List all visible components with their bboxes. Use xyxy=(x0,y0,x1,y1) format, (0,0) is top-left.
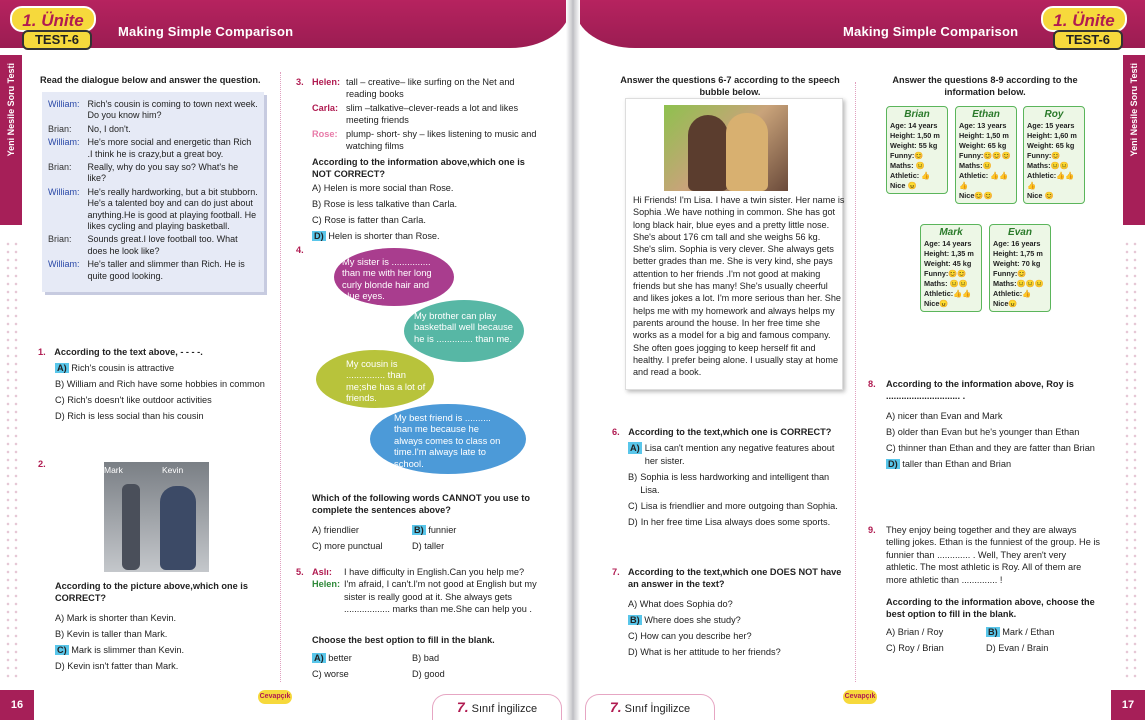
question-8-options xyxy=(886,408,1106,472)
card-line: Maths:😐 xyxy=(959,161,992,170)
option-d[interactable] xyxy=(886,456,1106,472)
option-letter: B) xyxy=(886,427,896,437)
option-text: taller than Ethan and Brian xyxy=(902,459,1012,469)
question-5-dialogue xyxy=(312,566,537,616)
option-text: William and Rich have some hobbies in common xyxy=(66,379,265,389)
question-2-number: 2. xyxy=(38,459,46,469)
option-b[interactable] xyxy=(412,650,439,666)
option-letter: B) xyxy=(55,629,65,639)
question-2-text: According to the picture above,which one is CORRECT? xyxy=(55,581,248,604)
option-text: Helen is more social than Rose. xyxy=(323,183,454,193)
option-text: older than Evan but he's younger than Ethan xyxy=(897,427,1080,437)
card-line: Athletic: 👍 xyxy=(890,171,931,180)
mark-label: Mark xyxy=(104,465,123,475)
dialogue-speaker: William: xyxy=(48,259,80,270)
question-number: 8. xyxy=(868,379,876,389)
card-line: Funny:😊😊😊 xyxy=(959,151,1011,160)
option-b[interactable] xyxy=(312,196,537,212)
right-side-tab xyxy=(1123,55,1145,225)
option-a[interactable] xyxy=(628,596,846,612)
speech-bubble-text: Hi Friends! I'm Lisa. I have a twin sister. Her name is Sophia .We have nothing in common. She has got long black hair, blue eyes and a pretty little nose. She's about 176 cm tall and she weighs 56 kg. She's slim. Sophia is very clever. She always gets better grades than me. She is very kind, she pays attention to her friends .I'm not good at making friends but she has many! She's usually cheerful and likes jokes a lot. I'm more serious than her. She helps me with my homework and always helps my parents around the house. In her free time she works as a model for a big and famous company. She often goes jogging to keep herself fit and healthy. I prefer being alone. I usually stay at home and read a book. xyxy=(633,195,845,378)
option-b[interactable] xyxy=(55,376,275,392)
option-letter: A) xyxy=(886,627,896,637)
option-letter: D) xyxy=(55,411,65,421)
option-letter: D) xyxy=(986,643,996,653)
column-divider xyxy=(280,72,281,682)
card-line: Athletic:👍👍👍 xyxy=(1027,171,1075,190)
card-line: Maths: 😐 xyxy=(890,161,925,170)
card-line: Maths:😐😐😐 xyxy=(993,279,1044,288)
option-text: What does Sophia do? xyxy=(639,599,733,609)
option-text: What is her attitude to her friends? xyxy=(640,647,781,657)
test-label: TEST-6 xyxy=(22,30,92,50)
bubble-instruction: Answer the questions 6-7 according to the speech bubble below. xyxy=(620,75,840,98)
twins-photo xyxy=(664,105,788,191)
dialogue-text: Sounds great.I love football too. What does he look like? xyxy=(87,234,238,256)
option-text: worse xyxy=(324,669,349,679)
question-3-options xyxy=(312,180,537,244)
options-row xyxy=(886,624,1102,640)
kevin-label: Kevin xyxy=(162,465,184,475)
card-name: Evan xyxy=(1008,227,1032,238)
question-9 xyxy=(868,524,1100,586)
option-letter: C) xyxy=(312,541,322,551)
dialogue-line xyxy=(46,186,260,234)
page-number: 17 xyxy=(1111,690,1145,720)
lisa-figure xyxy=(726,113,768,191)
test-label: TEST-6 xyxy=(1053,30,1123,50)
option-text: Lisa is friendlier and more outgoing than Sophia. xyxy=(640,501,838,511)
course-name: Sınıf İngilizce xyxy=(471,703,538,715)
question-1-options xyxy=(55,360,275,424)
left-side-tab xyxy=(0,55,22,225)
page-number: 16 xyxy=(0,690,34,720)
card-line: Weight: 45 kg xyxy=(924,259,972,268)
card-brian xyxy=(886,106,948,194)
question-stem: They enjoy being together and they are always telling jokes. Ethan is the funniest of the group. He is funnier than ............. . Well, They aren't very athletic. The most athletic is Roy. All of them are more athletic than .............. ! xyxy=(886,525,1100,585)
card-ethan xyxy=(955,106,1017,204)
card-line: Nice 😠 xyxy=(890,181,917,190)
dialogue-line xyxy=(46,233,260,258)
question-text: According to the text above, - - - -. xyxy=(54,347,203,357)
option-text: Rose is less talkative than Carla. xyxy=(323,199,458,209)
card-line: Funny:😊 xyxy=(1027,151,1061,160)
option-letter: D) xyxy=(314,231,324,241)
option-letter: B) xyxy=(628,472,638,482)
option-text: Rich's doesn't like outdoor activities xyxy=(67,395,212,405)
dialogue-speaker: William: xyxy=(48,186,80,197)
person-desc: plump- short- shy – likes listening to music and watching films xyxy=(346,128,537,152)
dialogue-line xyxy=(46,136,260,161)
option-d[interactable] xyxy=(55,408,275,424)
option-a[interactable] xyxy=(312,522,412,538)
question-number: 7. xyxy=(612,567,620,577)
question-8 xyxy=(868,378,1100,403)
person-rose xyxy=(312,128,537,153)
card-line: Weight: 65 kg xyxy=(1027,141,1075,150)
cards-instruction: Answer the questions 8-9 according to the information below. xyxy=(892,75,1078,98)
option-text: thinner than Ethan and they are fatter than Brian xyxy=(898,443,1095,453)
option-letter: A) xyxy=(312,183,322,193)
card-line: Funny:😊😊 xyxy=(924,269,967,278)
option-text: Rich is less social than his cousin xyxy=(67,411,204,421)
question-9-text: According to the information above, choose the best option to fill in the blank. xyxy=(886,597,1095,620)
dialogue-text: He's taller and slimmer than Rich. He is quite good looking. xyxy=(87,259,245,281)
card-line: Athletic:👍 xyxy=(993,289,1032,298)
dialogue-text: No, I don't. xyxy=(87,123,131,134)
option-d[interactable] xyxy=(986,640,1048,656)
card-line: Age: 16 years xyxy=(993,239,1041,248)
card-mark xyxy=(920,224,982,312)
card-line: Age: 15 years xyxy=(1027,121,1075,130)
card-line: Nice😊😊 xyxy=(959,191,993,200)
cloud-text: My cousin is ............... than me;she has a lot of friends. xyxy=(346,358,426,404)
left-page xyxy=(0,0,570,720)
person-desc: slim –talkative–clever-reads a lot and likes meeting friends xyxy=(346,102,519,126)
dialogue-speaker: Brian: xyxy=(48,234,72,245)
option-letter: D) xyxy=(55,661,65,671)
question-3-number: 3. xyxy=(296,77,304,87)
person-carla xyxy=(312,102,537,127)
option-text: taller xyxy=(424,541,445,551)
dialogue-text: Rich's cousin is coming to town next week. Do you know him? xyxy=(87,99,258,121)
person-name: Helen: xyxy=(312,77,341,87)
dialogue-line xyxy=(46,161,260,186)
card-line: Athletic: 👍👍👍 xyxy=(959,171,1009,190)
dialogue-line xyxy=(46,123,260,136)
grade-number: 7. xyxy=(456,699,469,715)
line-asli xyxy=(312,566,537,578)
card-line: Funny:😊 xyxy=(890,151,924,160)
option-c[interactable] xyxy=(312,666,412,682)
question-4-text: Which of the following words CANNOT you use to complete the sentences above? xyxy=(312,493,530,516)
cloud-brother xyxy=(404,300,524,362)
option-letter: B) xyxy=(312,199,322,209)
page-title: Making Simple Comparison xyxy=(843,24,1019,39)
card-name: Mark xyxy=(939,227,963,238)
option-b[interactable] xyxy=(628,612,846,628)
option-letter: B) xyxy=(630,615,640,625)
option-text: In her free time Lisa always does some sports. xyxy=(640,517,831,527)
option-text: Mark / Ethan xyxy=(1002,627,1055,637)
option-d[interactable] xyxy=(628,644,846,660)
option-letter: C) xyxy=(57,645,67,655)
question-6 xyxy=(612,426,848,438)
question-1 xyxy=(38,346,273,358)
option-letter: D) xyxy=(888,459,898,469)
question-4-options xyxy=(312,522,537,554)
option-text: How can you describe her? xyxy=(640,631,752,641)
option-letter: A) xyxy=(57,363,67,373)
option-b[interactable] xyxy=(986,624,1054,640)
option-a[interactable] xyxy=(886,408,1106,424)
footer-tab xyxy=(432,694,562,720)
option-letter: A) xyxy=(630,443,640,453)
option-d[interactable] xyxy=(628,516,846,529)
card-line: Nice😠 xyxy=(993,299,1018,308)
publisher-logo: Cevapçık xyxy=(258,690,292,704)
option-text: nicer than Evan and Mark xyxy=(897,411,1003,421)
option-d[interactable] xyxy=(412,538,444,554)
card-line: Height: 1,50 m xyxy=(959,131,1009,140)
option-a[interactable] xyxy=(628,442,846,468)
card-line: Athletic:👍👍 xyxy=(924,289,972,298)
option-b[interactable] xyxy=(628,471,846,497)
option-c[interactable] xyxy=(886,440,1106,456)
option-letter: B) xyxy=(412,653,422,663)
question-4-number: 4. xyxy=(296,245,304,255)
option-a[interactable] xyxy=(55,610,275,626)
card-evan xyxy=(989,224,1051,312)
option-text: Rose is fatter than Carla. xyxy=(324,215,426,225)
speaker-name: Helen: xyxy=(312,579,341,590)
page-title: Making Simple Comparison xyxy=(118,24,294,39)
option-letter: D) xyxy=(412,541,422,551)
options-row xyxy=(886,640,1102,656)
card-line: Maths:😐😐 xyxy=(1027,161,1069,170)
question-number: 1. xyxy=(38,347,46,357)
dialogue-text: He's really hardworking, but a bit stubborn. He's a talented boy and can do just about anything.He is good at playing football. He likes cycling and playing basketball. xyxy=(87,186,258,232)
option-letter: A) xyxy=(628,599,638,609)
publisher-logo: Cevapçık xyxy=(843,690,877,704)
option-letter: C) xyxy=(55,395,65,405)
speaker-text: I'm afraid, I can't.I'm not good at English but my sister is really good at it. She always gets .................. marks than me.She can help you . xyxy=(344,579,537,615)
unit-label: 1. Ünite xyxy=(10,6,96,32)
dialogue-speaker: William: xyxy=(48,137,80,148)
options-row xyxy=(312,522,537,538)
unit-label: 1. Ünite xyxy=(1041,6,1127,32)
option-c[interactable] xyxy=(312,212,537,228)
card-line: Nice😠 xyxy=(924,299,949,308)
person-desc: tall – creative– like surfing on the Net and reading books xyxy=(346,77,515,100)
options-row xyxy=(312,650,537,666)
dialogue-speaker: William: xyxy=(48,99,80,109)
option-a[interactable] xyxy=(55,360,275,376)
card-name: Brian xyxy=(904,109,930,120)
card-line: Funny:😊 xyxy=(993,269,1027,278)
card-roy xyxy=(1023,106,1085,204)
card-line: Age: 13 years xyxy=(959,121,1007,130)
option-d[interactable] xyxy=(412,666,445,682)
dot-pattern xyxy=(1123,240,1141,680)
footer-tab xyxy=(585,694,715,720)
option-text: good xyxy=(424,669,445,679)
question-number: 6. xyxy=(612,427,620,437)
person-name: Carla: xyxy=(312,102,339,113)
question-5-number: 5. xyxy=(296,567,304,577)
option-text: Brian / Roy xyxy=(897,627,944,637)
column-divider xyxy=(855,82,856,682)
person-helen xyxy=(312,76,537,101)
card-line: Maths: 😐😐 xyxy=(924,279,968,288)
dot-pattern xyxy=(4,240,22,680)
option-text: Where does she study? xyxy=(644,615,741,625)
option-text: friendlier xyxy=(323,525,359,535)
question-number: 9. xyxy=(868,525,876,535)
option-letter: D) xyxy=(628,647,638,657)
right-unit-badge xyxy=(1041,6,1131,50)
card-name: Roy xyxy=(1044,109,1064,120)
cloud-best-friend xyxy=(370,404,526,474)
option-a[interactable] xyxy=(886,624,986,640)
question-5-text: Choose the best option to fill in the blank. xyxy=(312,635,495,645)
card-line: Weight: 55 kg xyxy=(890,141,938,150)
option-a[interactable] xyxy=(312,180,537,196)
question-text: According to the text,which one DOES NOT have an answer in the text? xyxy=(628,567,842,590)
cloud-text: My brother can play basketball well because he is .............. than me. xyxy=(414,310,514,344)
options-row xyxy=(312,666,537,682)
question-text: According to the information above, Roy is ............................. . xyxy=(886,379,1074,402)
line-helen xyxy=(312,578,537,615)
option-letter: A) xyxy=(886,411,896,421)
option-c[interactable] xyxy=(628,500,846,513)
person-name: Rose: xyxy=(312,128,338,139)
book-gutter xyxy=(566,0,580,720)
option-letter: B) xyxy=(55,379,65,389)
question-7 xyxy=(612,566,848,591)
option-letter: C) xyxy=(312,669,322,679)
cloud-sister xyxy=(334,248,454,306)
card-line: Weight: 70 kg xyxy=(993,259,1041,268)
card-line: Age: 14 years xyxy=(890,121,938,130)
mark-figure xyxy=(122,484,140,570)
question-9-options xyxy=(886,624,1102,656)
options-row xyxy=(312,538,537,554)
dialogue-text: Really, why do you say so? What's he like? xyxy=(87,162,239,184)
question-6-options xyxy=(628,442,846,529)
dialogue-line xyxy=(46,258,260,283)
option-b[interactable] xyxy=(55,626,275,642)
option-b[interactable] xyxy=(886,424,1106,440)
option-a[interactable] xyxy=(312,650,412,666)
option-text: Evan / Brain xyxy=(998,643,1049,653)
option-letter: B) xyxy=(988,627,998,637)
side-text: Yeni Nesile Soru Testi xyxy=(6,63,16,157)
dialogue-text: He's more social and energetic than Rich .I think he is crazy,but a great boy. xyxy=(87,137,252,159)
card-name: Ethan xyxy=(972,109,1000,120)
option-letter: C) xyxy=(628,631,638,641)
option-text: funnier xyxy=(428,525,457,535)
option-c[interactable] xyxy=(312,538,412,554)
question-text: According to the text,which one is CORRECT? xyxy=(628,427,832,437)
option-text: Rich's cousin is attractive xyxy=(71,363,175,373)
cloud-text: My best friend is .......... than me because he always comes to class on time.I'm always late to school. xyxy=(394,412,501,469)
option-text: better xyxy=(328,653,352,663)
mark-kevin-photo xyxy=(104,462,209,572)
option-text: Mark is shorter than Kevin. xyxy=(66,613,177,623)
dialogue-speaker: Brian: xyxy=(48,123,72,134)
option-text: bad xyxy=(423,653,440,663)
card-line: Height: 1,75 m xyxy=(993,249,1043,258)
question-5-options xyxy=(312,650,537,682)
option-c[interactable] xyxy=(886,640,986,656)
dialogue-box xyxy=(42,92,264,292)
option-letter: D) xyxy=(412,669,422,679)
option-d[interactable] xyxy=(312,228,537,244)
option-c[interactable] xyxy=(628,628,846,644)
card-line: Age: 14 years xyxy=(924,239,972,248)
dialogue-line xyxy=(46,98,260,123)
option-text: Helen is shorter than Rose. xyxy=(328,231,440,241)
card-line: Height: 1,50 m xyxy=(890,131,940,140)
option-text: Lisa can't mention any negative features about her sister. xyxy=(644,443,835,466)
option-text: more punctual xyxy=(324,541,383,551)
option-d[interactable] xyxy=(55,658,275,674)
option-text: Kevin is taller than Mark. xyxy=(66,629,168,639)
side-text: Yeni Nesile Soru Testi xyxy=(1129,63,1139,157)
card-line: Weight: 65 kg xyxy=(959,141,1007,150)
course-name: Sınıf İngilizce xyxy=(624,703,691,715)
question-3-text: According to the information above,which one is NOT CORRECT? xyxy=(312,157,525,180)
card-line: Height: 1,35 m xyxy=(924,249,974,258)
question-3-people xyxy=(312,76,537,152)
kevin-figure xyxy=(160,486,196,570)
option-text: Roy / Brian xyxy=(898,643,944,653)
speaker-name: Aslı: xyxy=(312,567,332,577)
dialogue-instruction: Read the dialogue below and answer the question. xyxy=(40,75,261,85)
option-c[interactable] xyxy=(55,392,275,408)
card-line: Height: 1,60 m xyxy=(1027,131,1077,140)
option-letter: D) xyxy=(628,517,638,527)
question-7-options xyxy=(628,596,846,660)
option-b[interactable] xyxy=(412,522,456,538)
option-letter: A) xyxy=(314,653,324,663)
cloud-text: My sister is ............... than me with her long curly blonde hair and blue eyes. xyxy=(342,256,432,302)
option-letter: A) xyxy=(55,613,65,623)
speaker-text: I have difficulty in English.Can you help me? xyxy=(344,567,525,577)
option-c[interactable] xyxy=(55,642,275,658)
option-text: Mark is slimmer than Kevin. xyxy=(71,645,185,655)
option-letter: C) xyxy=(312,215,322,225)
grade-number: 7. xyxy=(609,699,622,715)
option-text: Kevin isn't fatter than Mark. xyxy=(67,661,179,671)
sophia-figure xyxy=(688,115,728,191)
card-line: Nice 😊 xyxy=(1027,191,1054,200)
option-letter: C) xyxy=(886,643,896,653)
left-unit-badge xyxy=(10,6,100,50)
question-2-options xyxy=(55,610,275,674)
option-text: Sophia is less hardworking and intelligent than Lisa. xyxy=(640,472,830,495)
option-letter: C) xyxy=(628,501,638,511)
dialogue-speaker: Brian: xyxy=(48,162,72,173)
option-letter: A) xyxy=(312,525,322,535)
cloud-cousin xyxy=(316,350,434,408)
option-letter: C) xyxy=(886,443,896,453)
option-letter: B) xyxy=(414,525,424,535)
